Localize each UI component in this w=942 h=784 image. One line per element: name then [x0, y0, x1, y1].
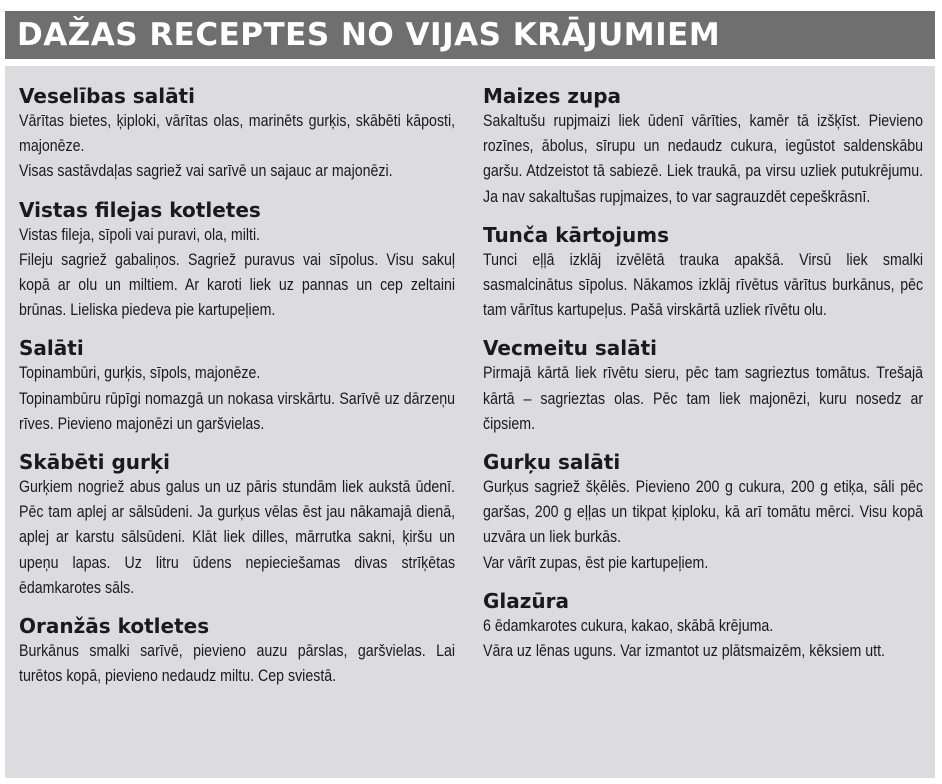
- recipe-title: Tunča kārtojums: [483, 222, 670, 247]
- recipe-text: [19, 109, 455, 185]
- recipe-vistas-filejas-kotletes: [19, 198, 455, 324]
- recipe-title: Gurķu salāti: [483, 450, 621, 475]
- recipe-title: Skābēti gurķi: [19, 450, 171, 475]
- recipe-salati: [19, 336, 455, 437]
- recipe-paragraph: Visas sastāvdaļas sagriež vai sarīvē un sajauc ar majonēzi.: [19, 162, 393, 181]
- recipe-text: [19, 223, 455, 324]
- header-bar: [5, 11, 935, 59]
- recipes-panel: [5, 66, 935, 778]
- recipe-maizes-zupa: [483, 84, 923, 210]
- recipe-skabeti-gurki: [19, 450, 455, 601]
- recipe-title: Glazūra: [483, 588, 570, 613]
- recipe-paragraph: Tunci eļļā izklāj izvēlētā trauka apakšā. Virsū liek smalki sasmalcinātus sīpolus. Nākamos izklāj rīvētus vārītus burkānus, pēc tam vārītus kartupeļus. Pašā virskārtā uzliek rīvētu olu.: [483, 250, 924, 320]
- recipe-text: [483, 361, 923, 437]
- recipe-paragraph: Vistas fileja, sīpoli vai puravi, ola, milti.: [19, 225, 261, 244]
- recipe-paragraph: Vāra uz lēnas uguns. Var izmantot uz plātsmaizēm, kēksiem utt.: [483, 642, 885, 661]
- recipe-paragraph: Pirmajā kārtā liek rīvētu sieru, pēc tam sagrieztus tomātus. Trešajā kārtā – sagrieztas olas. Pēc tam liek majonēzi, kuru nosedz ar čipsiem.: [483, 364, 924, 433]
- recipe-title: Salāti: [19, 336, 84, 361]
- recipe-title: Veselības salāti: [19, 84, 195, 108]
- recipe-text: [19, 475, 455, 601]
- recipe-text: [483, 475, 923, 576]
- recipe-text: [483, 614, 923, 664]
- recipe-title: Oranžās kotletes: [19, 614, 210, 639]
- recipe-title: Vistas filejas kotletes: [19, 197, 261, 222]
- recipe-paragraph: Var vārīt zupas, ēst pie kartupeļiem.: [483, 553, 709, 572]
- recipe-paragraph: Sakaltušu rupjmaizi liek ūdenī vārīties, kamēr tā izšķīst. Pievieno rozīnes, ābolus, sīrupu un nedaudz cukura, iegūstot saldenskābu garšu. Atdzeistot tā sabiezē. Liek traukā, pa virsu uzliek putukrējumu. Ja nav sakaltušas rupjmaizes, to var sagrauzdēt cepeškrāsnī.: [483, 112, 924, 206]
- page-title: DAŽAS RECEPTES NO VIJAS KRĀJUMIEM: [17, 17, 721, 53]
- recipe-tunca-kartojums: [483, 223, 923, 324]
- left-column: [19, 84, 455, 689]
- recipe-paragraph: Burkānus smalki sarīvē, pievieno auzu pārslas, garšvielas. Lai turētos kopā, pievieno nedaudz miltu. Cep sviestā.: [19, 642, 456, 686]
- recipe-text: [483, 248, 923, 324]
- right-column: [483, 84, 923, 664]
- recipe-text: [483, 109, 923, 210]
- recipe-oranzas-kotletes: [19, 614, 455, 689]
- recipe-paragraph: Vārītas bietes, ķiploki, vārītas olas, marinēts gurķis, skābēti kāposti, majonēze.: [19, 112, 456, 156]
- recipe-title: Vecmeitu salāti: [483, 336, 657, 361]
- recipe-text: [19, 361, 455, 437]
- recipe-title: Maizes zupa: [483, 84, 622, 108]
- recipe-paragraph: Gurķus sagriež šķēlēs. Pievieno 200 g cukura, 200 g etiķa, sāli pēc garšas, 200 g eļļas un tikpat ķiploku, kā arī tomātu mērci. Visu kopā uzvāra un liek burkās.: [483, 478, 924, 547]
- recipe-vecmeitu-salati: [483, 336, 923, 437]
- recipe-text: [19, 639, 455, 689]
- recipe-paragraph: Gurķiem nogriež abus galus un uz pāris stundām liek aukstā ūdenī. Pēc tam aplej ar sālsūdeni. Ja gurķus vēlas ēst jau nākamajā dienā, aplej ar karstu sālsūdeni. Klāt liek dilles, mārrutka sakni, ķiršu un upeņu lapas. Uz litru ūdens nepieciešamas divas strīķētas ēdamkarotes sāls.: [19, 478, 456, 597]
- recipe-veselibas-salati: [19, 84, 455, 185]
- recipe-paragraph: Fileju sagriež gabaliņos. Sagriež puravus vai sīpolus. Visu sakuļ kopā ar olu un miltiem. Ar karoti liek uz pannas un cep zeltaini brūnas. Lieliska piedeva pie kartupeļiem.: [19, 250, 456, 320]
- recipe-glazura: [483, 589, 923, 664]
- recipe-paragraph: 6 ēdamkarotes cukura, kakao, skābā krējuma.: [483, 616, 774, 635]
- recipe-paragraph: Topinambūri, gurķis, sīpols, majonēze.: [19, 364, 261, 383]
- recipe-paragraph: Topinambūru rūpīgi nomazgā un nokasa virskārtu. Sarīvē uz dārzeņu rīves. Pievieno majonēzi un garšvielas.: [19, 389, 456, 433]
- recipe-gurku-salati: [483, 450, 923, 576]
